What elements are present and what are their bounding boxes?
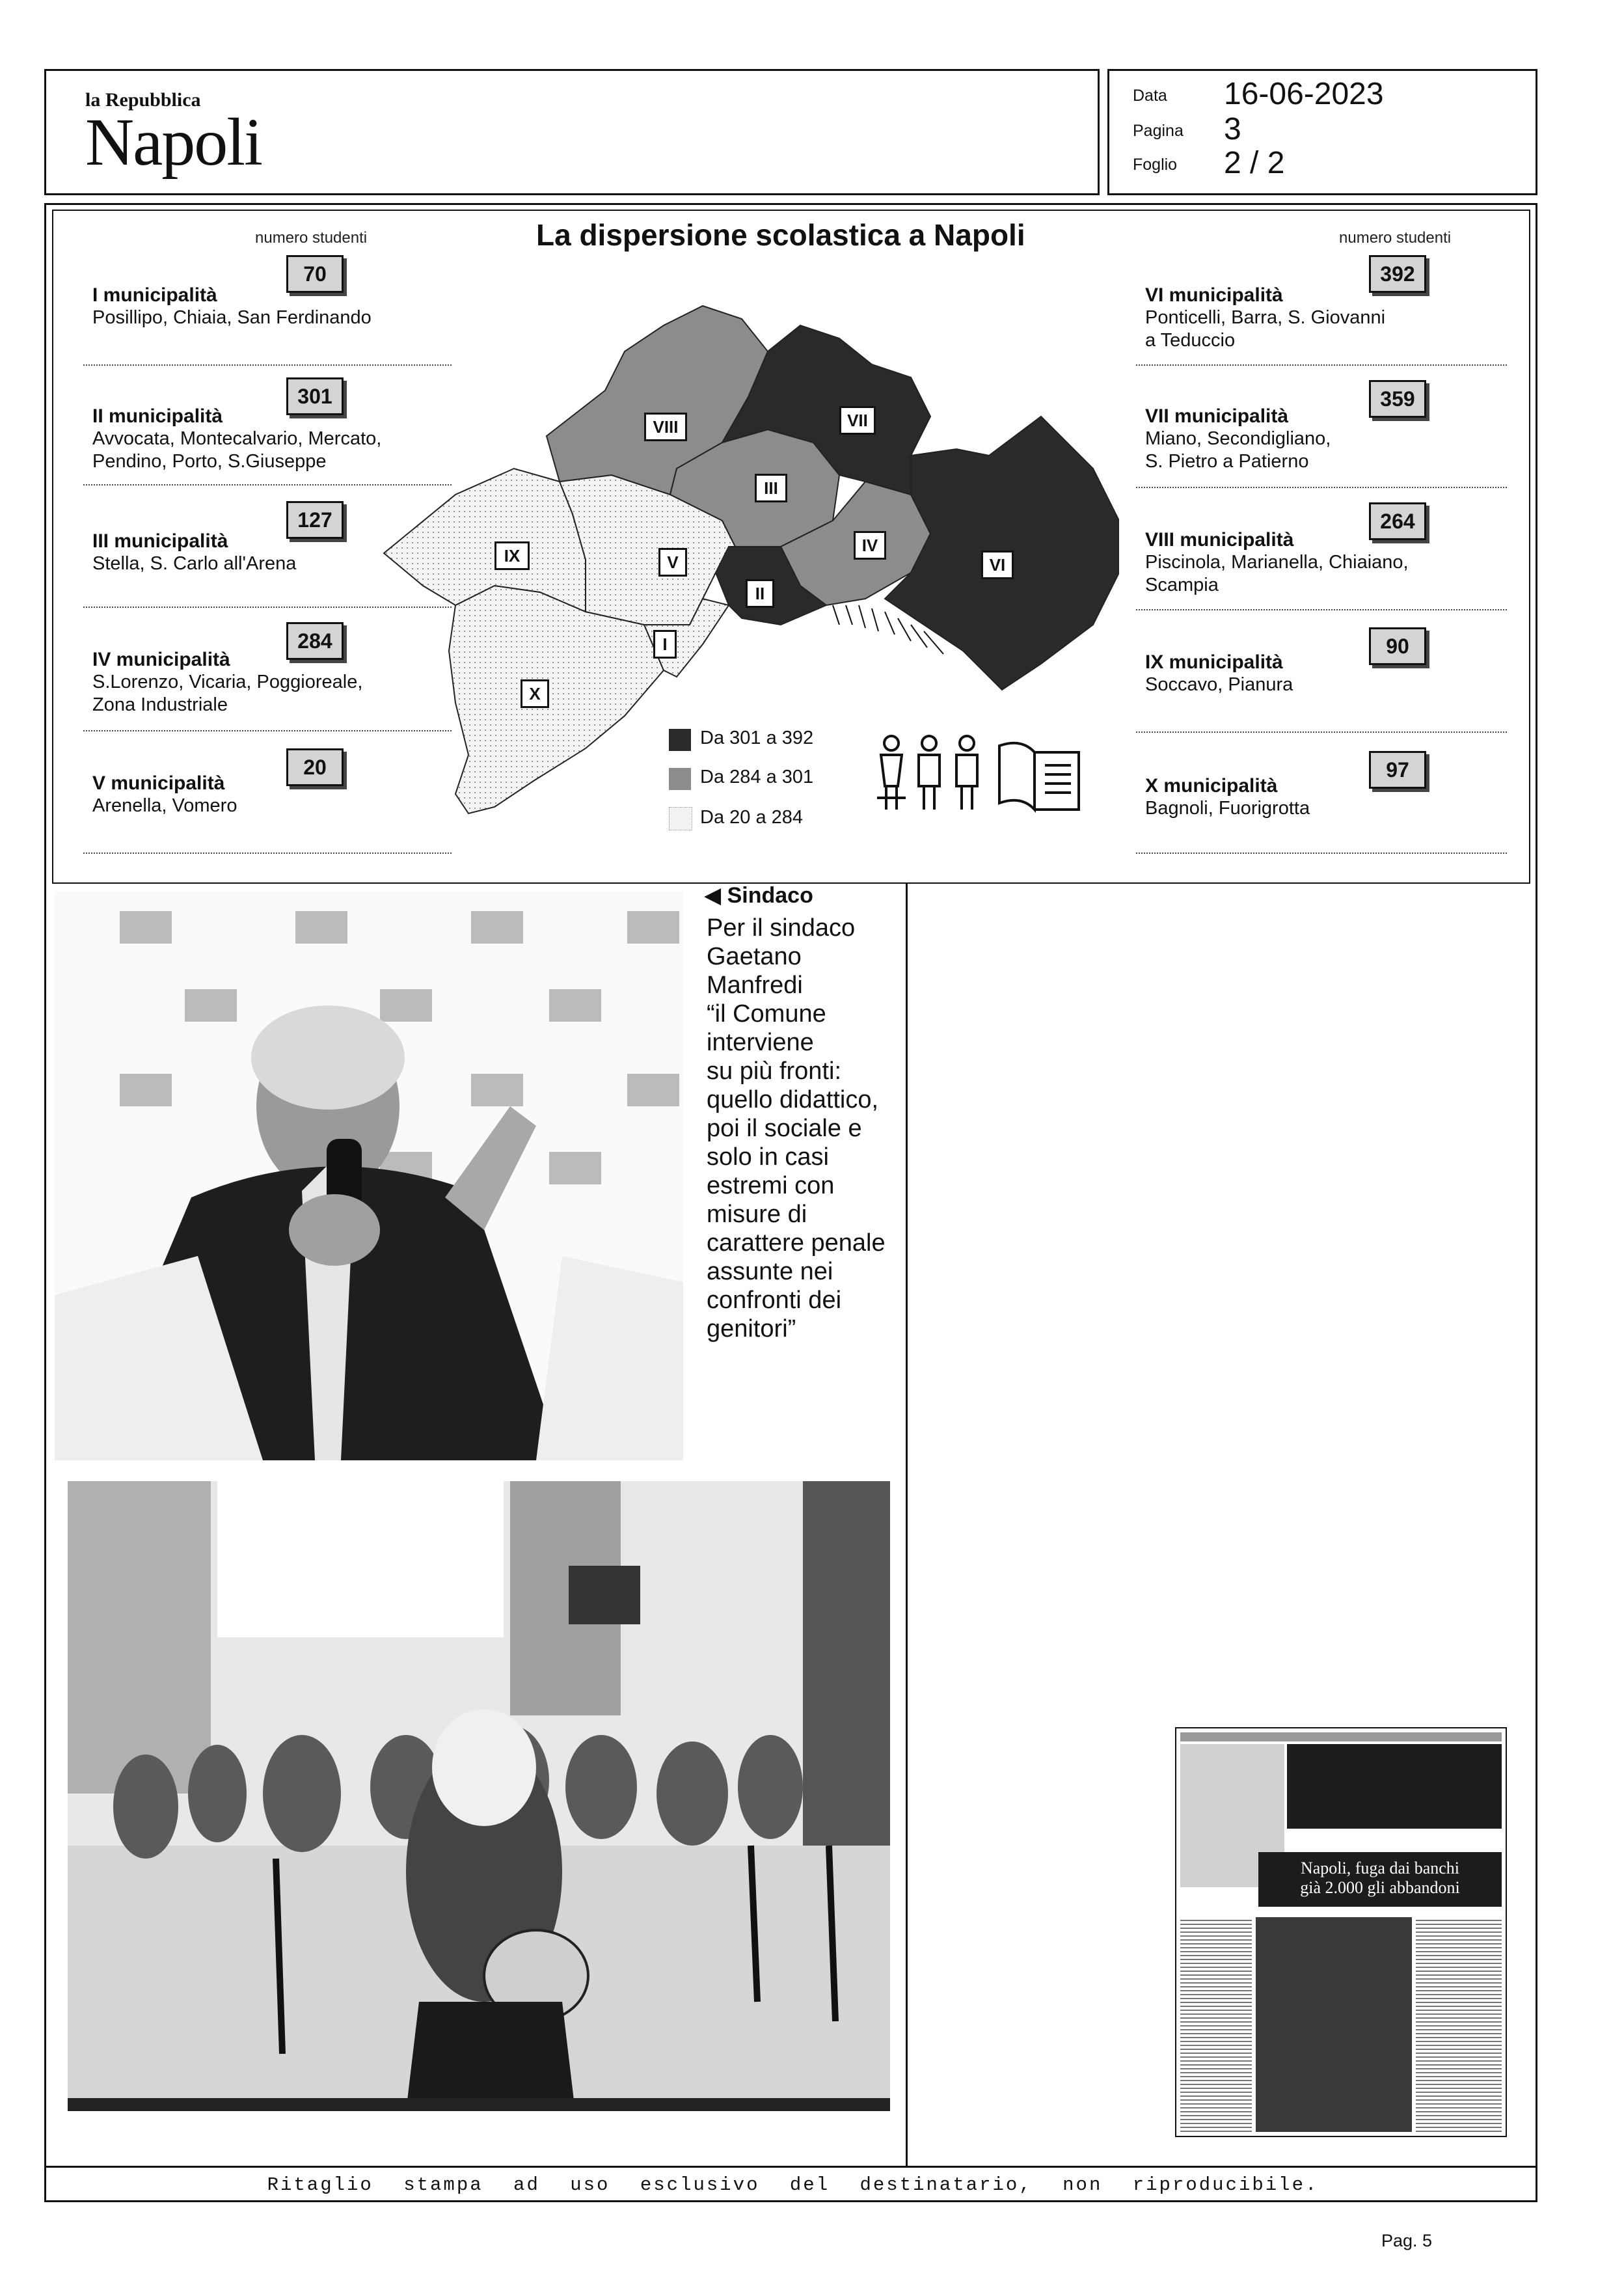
divider xyxy=(83,853,452,854)
footer-bar xyxy=(44,2166,1537,2202)
thumbnail-headline-2: già 2.000 gli abbandoni xyxy=(1300,1878,1460,1897)
thumbnail-headline-1: Napoli, fuga dai banchi xyxy=(1300,1859,1460,1877)
muni-name: I municipalità xyxy=(92,284,217,306)
muni-name: IX municipalità xyxy=(1145,651,1283,673)
map-label-VIII: VIII xyxy=(644,413,687,441)
divider xyxy=(1136,487,1507,488)
thumbnail-header xyxy=(1180,1732,1502,1741)
legend-label-dark: Da 301 a 392 xyxy=(700,728,814,748)
map-label-III: III xyxy=(755,474,787,502)
photo-students-image xyxy=(68,1481,890,2111)
muni-I xyxy=(92,284,372,329)
brand-title: Napoli xyxy=(85,105,262,180)
quote-line: Gaetano xyxy=(707,943,802,970)
thumbnail-text-col xyxy=(1180,1917,1252,2132)
meta-page-value: 3 xyxy=(1224,112,1241,146)
muni-name: V municipalità xyxy=(92,772,225,794)
meta-page-label: Pagina xyxy=(1133,122,1184,140)
muni-areas: Posillipo, Chiaia, San Ferdinando xyxy=(92,307,372,328)
muni-areas: Scampia xyxy=(1145,575,1219,595)
meta-sheet-value: 2 / 2 xyxy=(1224,146,1285,180)
students-badge-X: 97 xyxy=(1369,751,1426,789)
muni-X xyxy=(1145,774,1310,820)
legend-label-mid: Da 284 a 301 xyxy=(700,767,814,787)
muni-name: IV municipalità xyxy=(92,649,230,670)
quote-body xyxy=(707,914,902,1343)
muni-areas: Avvocata, Montecalvario, Mercato, xyxy=(92,428,382,449)
students-badge-IX: 90 xyxy=(1369,627,1426,665)
page-number: Pag. 5 xyxy=(1381,2231,1433,2250)
student-figures-icon xyxy=(872,733,1087,817)
muni-name: III municipalità xyxy=(92,530,228,552)
muni-areas: Miano, Secondigliano, xyxy=(1145,428,1331,449)
students-badge-IV: 284 xyxy=(286,622,344,660)
map-label-VI: VI xyxy=(981,551,1014,579)
numero-studenti-right: numero studenti xyxy=(1339,229,1452,247)
quote-kicker-text: Sindaco xyxy=(727,883,813,908)
infographic-title: La dispersione scolastica a Napoli xyxy=(536,218,1025,252)
footer-disclaimer: Ritaglio stampa ad uso esclusivo del destinatario, non riproducibile. xyxy=(267,2174,1319,2196)
quote-line: solo in casi xyxy=(707,1143,829,1171)
books-icon xyxy=(999,743,1079,810)
thumbnail-photo-2 xyxy=(1256,1917,1412,2132)
muni-areas: Stella, S. Carlo all'Arena xyxy=(92,553,297,574)
meta-box xyxy=(1107,69,1537,195)
muni-VII xyxy=(1145,405,1331,473)
quote-line: su più fronti: xyxy=(707,1058,841,1085)
muni-areas: a Teduccio xyxy=(1145,330,1236,351)
quote-line: poi il sociale e xyxy=(707,1115,862,1142)
map-label-I: I xyxy=(653,630,677,659)
muni-IX xyxy=(1145,651,1293,696)
muni-III xyxy=(92,530,296,575)
divider xyxy=(1136,853,1507,854)
muni-VI xyxy=(1145,284,1385,352)
quote-line: confronti dei xyxy=(707,1287,842,1314)
quote-line: interviene xyxy=(707,1029,814,1056)
muni-V xyxy=(92,772,237,817)
students-badge-VIII: 264 xyxy=(1369,502,1426,540)
map-label-IX: IX xyxy=(494,541,530,570)
quote-line: misure di xyxy=(707,1201,807,1228)
muni-II xyxy=(92,405,381,473)
thumbnail-headline xyxy=(1258,1852,1502,1907)
brand-small: la Repubblica xyxy=(85,89,201,111)
divider xyxy=(1136,364,1507,366)
muni-areas: Bagnoli, Fuorigrotta xyxy=(1145,798,1310,819)
quote-line: estremi con xyxy=(707,1172,835,1199)
map-area-IX xyxy=(384,469,586,612)
quote-line: genitori” xyxy=(707,1315,796,1343)
numero-studenti-left: numero studenti xyxy=(255,229,368,247)
thumbnail-infographic xyxy=(1287,1744,1502,1829)
quote-line: Manfredi xyxy=(707,972,803,999)
map-label-V: V xyxy=(658,548,687,577)
muni-IV xyxy=(92,648,362,716)
quote-line: carattere penale xyxy=(707,1229,886,1257)
divider xyxy=(1136,609,1507,610)
students-badge-II: 301 xyxy=(286,377,344,415)
quote-line: Per il sindaco xyxy=(707,914,856,942)
quote-line: assunte nei xyxy=(707,1258,833,1285)
muni-VIII xyxy=(1145,528,1409,597)
muni-name: VIII municipalità xyxy=(1145,529,1294,551)
legend-swatch-light xyxy=(669,807,692,830)
map-label-VII: VII xyxy=(839,406,876,435)
students-badge-I: 70 xyxy=(286,255,344,293)
page-thumbnail xyxy=(1175,1727,1507,2137)
divider xyxy=(1136,731,1507,733)
photo-mayor xyxy=(55,892,683,1460)
muni-name: X municipalità xyxy=(1145,775,1278,797)
muni-areas: Ponticelli, Barra, S. Giovanni xyxy=(1145,307,1386,328)
map-label-II: II xyxy=(746,579,774,608)
students-badge-V: 20 xyxy=(286,748,344,786)
meta-date-label: Data xyxy=(1133,87,1167,105)
map-label-IV: IV xyxy=(854,531,886,560)
muni-areas: Arenella, Vomero xyxy=(92,795,237,816)
students-badge-III: 127 xyxy=(286,501,344,539)
legend-swatch-dark xyxy=(669,729,691,751)
meta-sheet-label: Foglio xyxy=(1133,156,1178,174)
muni-name: VII municipalità xyxy=(1145,405,1289,427)
legend-label-light: Da 20 a 284 xyxy=(700,807,804,828)
muni-areas: S.Lorenzo, Vicaria, Poggioreale, xyxy=(92,672,363,692)
muni-areas: Piscinola, Marianella, Chiaiano, xyxy=(1145,552,1409,573)
quote-kicker: ◀ Sindaco xyxy=(704,883,813,908)
legend-swatch-mid xyxy=(669,768,691,790)
muni-areas: S. Pietro a Patierno xyxy=(1145,451,1309,472)
students-badge-VI: 392 xyxy=(1369,255,1426,293)
quote-line: “il Comune xyxy=(707,1000,826,1028)
muni-name: II municipalità xyxy=(92,405,223,427)
thumbnail-text-col xyxy=(1416,1917,1502,2132)
map-label-X: X xyxy=(521,679,549,708)
photo-mayor-image xyxy=(55,892,683,1460)
column-divider xyxy=(906,884,908,2166)
muni-areas: Zona Industriale xyxy=(92,694,228,715)
masthead-box xyxy=(44,69,1100,195)
muni-areas: Soccavo, Pianura xyxy=(1145,674,1293,695)
muni-areas: Pendino, Porto, S.Giuseppe xyxy=(92,451,327,472)
meta-date-value: 16-06-2023 xyxy=(1224,77,1384,111)
quote-line: quello didattico, xyxy=(707,1086,879,1113)
muni-name: VI municipalità xyxy=(1145,284,1283,306)
students-badge-VII: 359 xyxy=(1369,380,1426,418)
photo-students xyxy=(68,1481,890,2111)
